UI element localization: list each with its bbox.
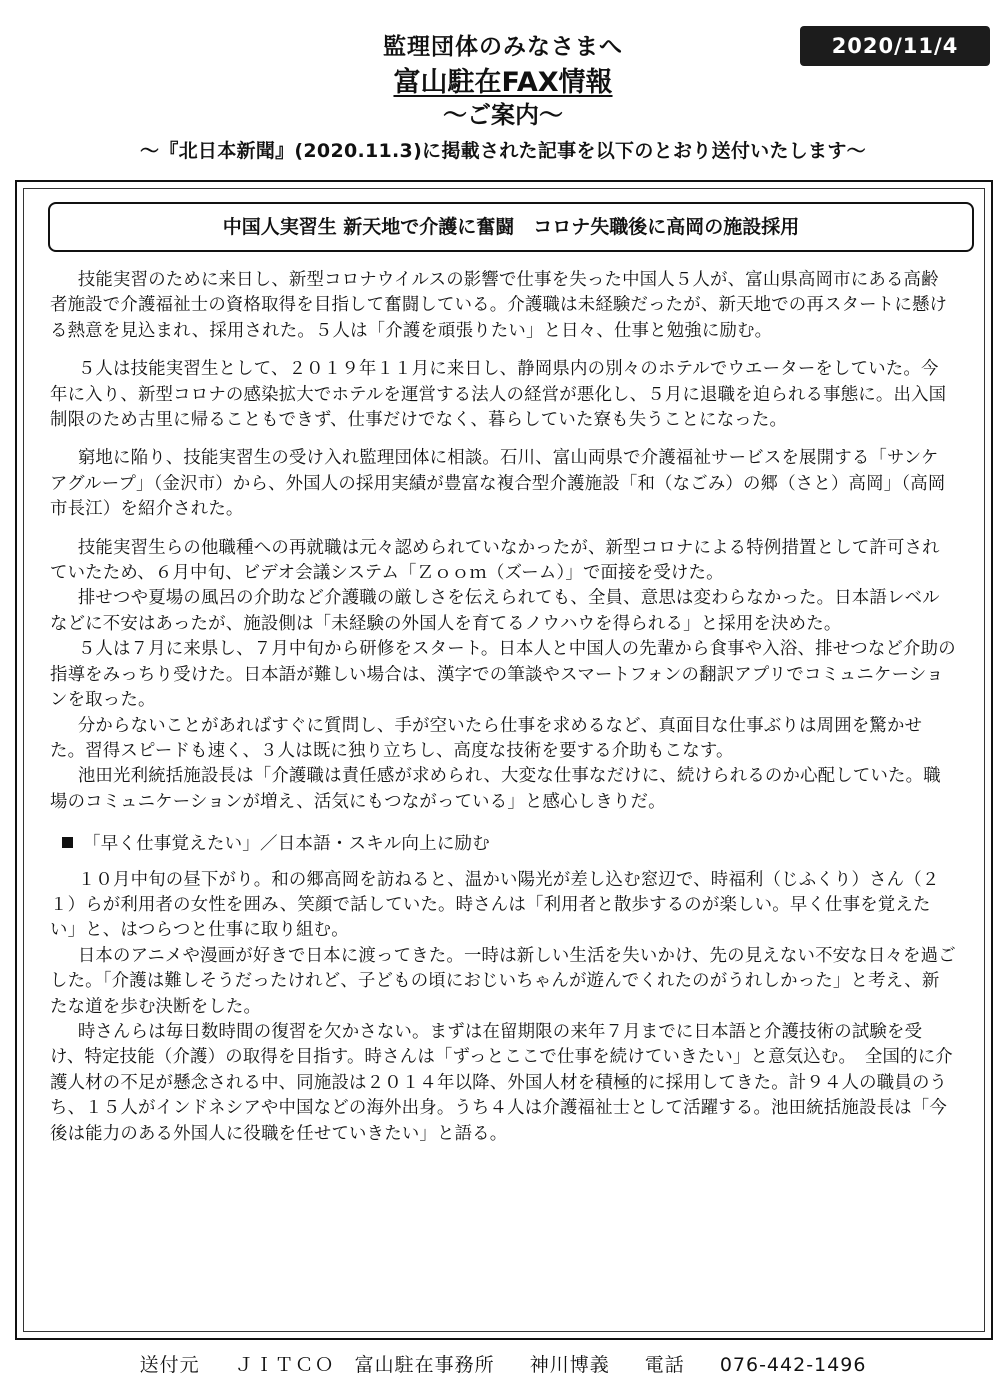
article-paragraph: 技能実習のために来日し、新型コロナウイルスの影響で仕事を失った中国人５人が、富山県高岡市にある高齢者施設で介護福祉士の資格取得を目指して奮闘している。介護職は未経験だったが、新天地での再スタートに懸ける熱意を見込まれ、採用された。５人は「介護を頑張りたい」と日々、仕事と勉強に励む。 xyxy=(50,270,948,341)
square-bullet-icon xyxy=(62,837,73,848)
sender-person: 神川博義 xyxy=(529,1354,610,1376)
fax-header xyxy=(0,0,1006,175)
article-paragraph: １０月中旬の昼下がり。和の郷高岡を訪ねると、温かい陽光が差し込む窓辺で、時福利（じふくり）さん（２１）らが利用者の女性を囲み、笑顔で話していた。時さんは「利用者と散歩するのが楽しい。早く仕事を覚えたい」と、はつらつと仕事に取り組む。 xyxy=(50,869,940,941)
article-paragraph: 池田光利統括施設長は「介護職は責任感が求められ、大変な仕事なだけに、続けられるのか心配していた。職場のコミュニケーションが増え、活気にもつながっている」と感心しきりだ。 xyxy=(50,766,941,812)
footer-sender xyxy=(0,1350,1006,1377)
section-heading xyxy=(50,832,956,857)
article-paragraph: 時さんらは毎日数時間の復習を欠かさない。まずは在留期限の来年７月までに日本語と介護技術の試験を受け、特定技能（介護）の取得を目指す。時さんは「ずっとここで仕事を続けていきたい」と意気込む。 全国的に介護人材の不足が懸念される中、同施設は２０１４年以降、外国人材を積極的に採用してきた。計９４人の職員のうち、１５人がインドネシアや中国などの海外出身。うち４人は介護福祉士として活躍する。池田統括施設長は「今後は能力のある外国人に役職を任せていきたい」と語る。 xyxy=(50,1021,953,1144)
date-badge: 2020/11/4 xyxy=(800,26,990,66)
phone-number: 076-442-1496 xyxy=(719,1354,867,1376)
article-paragraph: ５人は７月に来県し、７月中旬から研修をスタート。日本人と中国人の先輩から食事や入浴、排せつなど介助の指導をみっちり受けた。日本語が難しい場合は、漢字での筆談やスマートフォンの翻訳アプリでコミュニケーションを取った。 xyxy=(50,639,956,711)
fax-title-text: 富山駐在FAX情報 xyxy=(393,67,613,98)
sender-org: ＪＩＴＣＯ 富山駐在事務所 xyxy=(234,1354,495,1376)
article-paragraph: 排せつや夏場の風呂の介助など介護職の厳しさを伝えられても、全員、意思は変わらなかった。日本語レベルなどに不安はあったが、施設側は「未経験の外国人を育てるノウハウを得られる」と採用を決めた。 xyxy=(50,588,940,634)
fax-subtitle: 〜ご案内〜 xyxy=(443,101,563,129)
article-paragraph: 技能実習生らの他職種への再就職は元々認められていなかったが、新型コロナによる特例措置として許可されていたため、６月中旬、ビデオ会議システム「Ｚｏｏｍ（ズーム）」で面接を受けた。 xyxy=(50,537,940,584)
article-paragraph: ５人は技能実習生として、２０１９年１１月に来日し、静岡県内の別々のホテルでウエーターをしていた。今年に入り、新型コロナの感染拡大でホテルを運営する法人の経営が悪化し、５月に退職を迫られる事態に。出入国制限のため古里に帰ることもできず、仕事だけでなく、暮らしていた寮も失うことになった。 xyxy=(50,359,947,431)
article-headline: 中国人実習生 新天地で介護に奮闘 コロナ失職後に高岡の施設採用 xyxy=(48,202,974,252)
article-paragraph: 窮地に陥り、技能実習生の受け入れ監理団体に相談。石川、富山両県で介護福祉サービスを展開する「サンケアグループ」（金沢市）から、外国人の採用実績が豊富な複合型介護施設「和（なごみ）の郷（さと）高岡」（高岡市長江）を紹介された。 xyxy=(50,448,946,520)
sender-label: 送付元 xyxy=(139,1354,200,1376)
addressee: 監理団体のみなさまへ xyxy=(383,34,623,60)
article-paragraph: 日本のアニメや漫画が好きで日本に渡ってきた。一時は新しい生活を失いかけ、先の見えない不安な日々を過ごした。「介護は難しそうだったけれど、子どもの頃におじいちゃんが遊んでくれたのがうれしかった」と考え、新たな道を歩む決断をした。 xyxy=(50,945,956,1017)
article-body xyxy=(50,268,956,1147)
intro-line: 〜『北日本新聞』(2020.11.3)に掲載された記事を以下のとおり送付いたします〜 xyxy=(140,140,866,162)
section-heading-text: 「早く仕事覚えたい」／日本語・スキル向上に励む xyxy=(83,834,490,855)
article-paragraph: 分からないことがあればすぐに質問し、手が空いたら仕事を求めるなど、真面目な仕事ぶりは周囲を驚かせた。習得スピードも速く、３人は既に独り立ちし、高度な技術を要する介助もこなす。 xyxy=(50,715,923,761)
phone-label: 電話 xyxy=(644,1354,685,1376)
